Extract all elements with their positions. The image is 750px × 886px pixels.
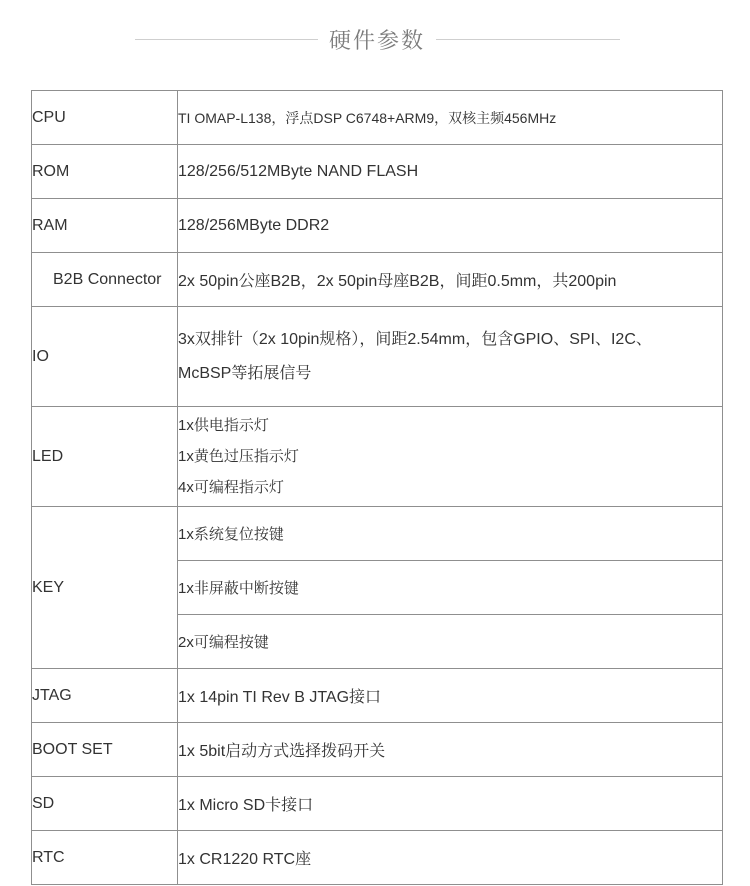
spec-value-line: 3x双排针（2x 10pin规格），间距2.54mm，包含GPIO、SPI、I2C、 bbox=[178, 330, 652, 348]
spec-label: B2B Connector bbox=[32, 253, 178, 307]
header-divider-right bbox=[436, 39, 620, 40]
spec-value-line: 4x可编程指示灯 bbox=[178, 479, 284, 496]
header-divider-left bbox=[135, 39, 318, 40]
spec-value: 128/256/512MByte NAND FLASH bbox=[178, 145, 723, 199]
spec-value-line: 1x黄色过压指示灯 bbox=[178, 448, 299, 465]
spec-value: 2x可编程按键 bbox=[178, 615, 723, 669]
section-title: 硬件参数 bbox=[328, 28, 425, 53]
spec-value: TI OMAP-L138，浮点DSP C6748+ARM9，双核主频456MHz bbox=[178, 91, 723, 145]
spec-value bbox=[178, 307, 723, 407]
spec-row-cpu bbox=[32, 91, 723, 145]
spec-label: CPU bbox=[32, 91, 178, 145]
spec-row-b2b bbox=[32, 253, 723, 307]
spec-value-line: 1x供电指示灯 bbox=[178, 417, 269, 434]
spec-value-line: McBSP等拓展信号 bbox=[178, 364, 312, 382]
spec-row-led bbox=[32, 407, 723, 507]
spec-value: 1x非屏蔽中断按键 bbox=[178, 561, 723, 615]
spec-label: ROM bbox=[32, 145, 178, 199]
spec-label: LED bbox=[32, 407, 178, 507]
spec-row-ram bbox=[32, 199, 723, 253]
spec-row-sd bbox=[32, 777, 723, 831]
spec-value: 1x 5bit启动方式选择拨码开关 bbox=[178, 723, 723, 777]
hardware-spec-table bbox=[31, 90, 723, 885]
spec-row-jtag bbox=[32, 669, 723, 723]
spec-row-io bbox=[32, 307, 723, 407]
spec-row-rtc bbox=[32, 831, 723, 885]
spec-label: JTAG bbox=[32, 669, 178, 723]
spec-value: 2x 50pin公座B2B，2x 50pin母座B2B，间距0.5mm，共200pin bbox=[178, 253, 723, 307]
section-header bbox=[0, 18, 750, 62]
spec-label: SD bbox=[32, 777, 178, 831]
spec-label: KEY bbox=[32, 507, 178, 669]
spec-row-key bbox=[32, 507, 723, 561]
spec-value: 1x系统复位按键 bbox=[178, 507, 723, 561]
spec-label: RTC bbox=[32, 831, 178, 885]
spec-row-boot-set bbox=[32, 723, 723, 777]
spec-label: BOOT SET bbox=[32, 723, 178, 777]
spec-value: 128/256MByte DDR2 bbox=[178, 199, 723, 253]
spec-value: 1x 14pin TI Rev B JTAG接口 bbox=[178, 669, 723, 723]
spec-label: IO bbox=[32, 307, 178, 407]
spec-label: RAM bbox=[32, 199, 178, 253]
spec-value: 1x Micro SD卡接口 bbox=[178, 777, 723, 831]
spec-value bbox=[178, 407, 723, 507]
spec-value: 1x CR1220 RTC座 bbox=[178, 831, 723, 885]
spec-row-rom bbox=[32, 145, 723, 199]
